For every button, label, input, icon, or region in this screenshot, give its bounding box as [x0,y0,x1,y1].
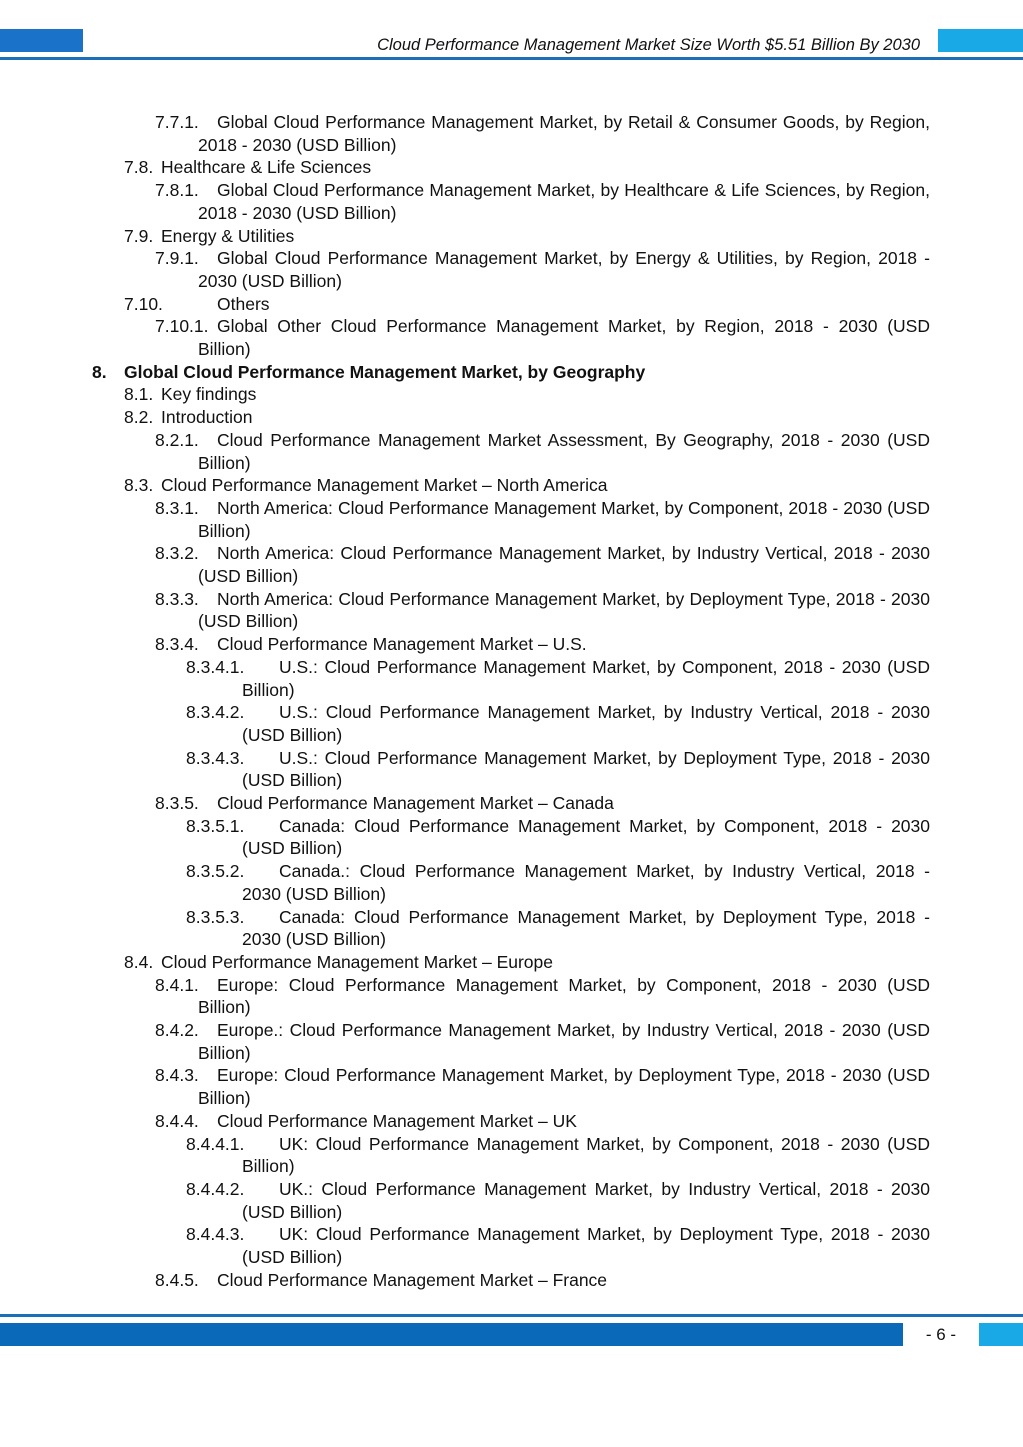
toc-entry-number: 8.3.4.2. [186,702,245,723]
toc-entry-number: 8.2. [124,407,154,428]
toc-entry [155,429,930,474]
toc-entry [155,1064,930,1109]
toc-entry-number: 8.4.4.1. [186,1133,245,1154]
header-accent-block-right [938,29,1023,52]
toc-entry-text: Canada: Cloud Performance Management Market, by Deployment Type, 2018 - 2030 (USD Billion) [242,906,930,950]
toc-entry-text: North America: Cloud Performance Management Market, by Deployment Type, 2018 - 2030 (USD Billion) [198,588,930,632]
toc-entry-number: 7.7.1. [155,112,199,132]
toc-entry-text: Introduction [161,407,253,428]
toc-entry-number: 7.10.1. [155,316,209,337]
toc-entry [155,497,930,542]
toc-entry-number: 8.3.1. [155,497,199,518]
toc-entry-text: Global Cloud Performance Management Market, by Retail & Consumer Goods, by Region, 2018 - 2030 (USD Billion) [198,112,930,155]
toc-entry-text: U.S.: Cloud Performance Management Market, by Component, 2018 - 2030 (USD Billion) [242,656,930,700]
toc-entry-text: Europe: Cloud Performance Management Market, by Component, 2018 - 2030 (USD Billion) [198,974,930,1018]
toc-entry [92,361,930,384]
toc-entry [155,1019,930,1064]
toc-entry-text: Cloud Performance Management Market – North America [161,475,608,496]
toc-entry-text: Key findings [161,384,257,405]
toc-entry [186,1223,930,1268]
footer-rule [0,1314,1023,1317]
toc-entry-text: Europe: Cloud Performance Management Market, by Deployment Type, 2018 - 2030 (USD Billion) [198,1065,930,1109]
toc-entry-text: Cloud Performance Management Market – UK [217,1110,577,1131]
toc-entry-text: Europe.: Cloud Performance Management Market, by Industry Vertical, 2018 - 2030 (USD Billion) [198,1020,930,1063]
toc-entry-number: 8.3.4.3. [186,747,245,768]
toc-entry [155,247,930,292]
toc-entry-number: 8.4.4. [155,1110,199,1131]
toc-entry [155,1269,930,1292]
toc-entry [186,906,930,951]
toc-entry-text: Energy & Utilities [161,225,295,246]
toc-entry [186,815,930,860]
toc-entry-text: Others [217,293,270,314]
toc-entry-text: UK: Cloud Performance Management Market, by Component, 2018 - 2030 (USD Billion) [242,1133,930,1177]
toc-entry-number: 8.3.5.1. [186,815,245,836]
toc-entry-text: UK: Cloud Performance Management Market, by Deployment Type, 2018 - 2030 (USD Billion) [242,1224,930,1267]
toc-entry-number: 8.4. [124,951,154,972]
toc-entry-number: 8. [92,361,107,382]
toc-entry-text: Cloud Performance Management Market Assessment, By Geography, 2018 - 2030 (USD Billion) [198,429,930,473]
toc-entry-text: Global Cloud Performance Management Market, by Energy & Utilities, by Region, 2018 - 2030 (USD Billion) [198,248,930,291]
header-rule [0,57,1023,60]
toc-entry-number: 8.2.1. [155,429,199,450]
toc-entry-number: 8.4.1. [155,974,199,995]
header-accent-block-left [0,29,83,52]
toc-entry [186,1178,930,1223]
toc-entry [186,1133,930,1178]
toc-entry [124,951,930,974]
toc-entry-text: Cloud Performance Management Market – France [217,1269,608,1290]
toc-entry-number: 7.8.1. [155,180,199,201]
toc-entry [124,474,930,497]
toc-entry [155,974,930,1019]
toc-entry [155,111,930,156]
toc-entry-text: Cloud Performance Management Market – U.S. [217,634,587,655]
toc-entry-number: 8.1. [124,384,154,405]
toc-entry-text: North America: Cloud Performance Management Market, by Industry Vertical, 2018 - 2030 (USD Billion) [198,543,930,586]
toc-entry-text: UK.: Cloud Performance Management Market, by Industry Vertical, 2018 - 2030 (USD Billion) [242,1178,930,1222]
toc-entry-number: 8.4.5. [155,1269,199,1290]
toc-entry-number: 7.9. [124,225,154,246]
toc-entry [124,383,930,406]
toc-entry [124,293,930,316]
toc-entry-text: North America: Cloud Performance Management Market, by Component, 2018 - 2030 (USD Billion) [198,497,930,541]
footer-accent-bar [0,1323,903,1346]
footer-accent-block-right [979,1323,1023,1346]
toc-entry-number: 8.3.5.3. [186,906,245,927]
toc-entry-number: 7.8. [124,157,154,178]
toc-entry-text: Cloud Performance Management Market – Canada [217,793,614,813]
toc-entry-number: 8.3.5. [155,793,199,813]
toc-entry [155,315,930,360]
toc-entry [124,225,930,248]
running-header-title: Cloud Performance Management Market Size Worth $5.51 Billion By 2030 [377,36,920,54]
toc-entry [186,656,930,701]
toc-entry-text: Global Cloud Performance Management Market, by Geography [124,361,646,382]
toc-entry [155,179,930,224]
toc-entry-number: 8.3.3. [155,588,199,609]
toc-entry [155,792,930,815]
toc-entry-number: 8.3. [124,475,154,496]
toc-entry-text: Global Other Cloud Performance Management Market, by Region, 2018 - 2030 (USD Billion) [198,316,930,359]
page-number: - 6 - [925,1325,957,1344]
toc-entry [124,406,930,429]
toc-entry-number: 8.4.2. [155,1020,199,1040]
toc-entry [155,588,930,633]
toc-entry [155,1110,930,1133]
toc-entry-number: 8.3.2. [155,543,199,564]
toc-entry-number: 8.3.4. [155,634,199,655]
toc-entry-number: 8.3.4.1. [186,656,245,677]
toc-entry-text: Healthcare & Life Sciences [161,157,372,178]
toc-entry [186,860,930,905]
toc-entry [124,156,930,179]
toc-entry-number: 8.4.3. [155,1065,199,1086]
toc-entry-number: 7.9.1. [155,248,199,269]
toc-entry-number: 8.4.4.3. [186,1224,245,1245]
toc-entry-number: 8.4.4.2. [186,1178,245,1199]
toc-entry-text: Global Cloud Performance Management Market, by Healthcare & Life Sciences, by Region, 2018 - 2030 (USD Billion) [198,180,930,223]
toc-entry-text: U.S.: Cloud Performance Management Market, by Industry Vertical, 2018 - 2030 (USD Billion) [242,702,930,745]
toc-entry [155,633,930,656]
toc-entry [155,542,930,587]
toc-entry [186,701,930,746]
toc-entry-text: Canada.: Cloud Performance Management Market, by Industry Vertical, 2018 - 2030 (USD Billion) [242,861,930,904]
toc-entry-text: Cloud Performance Management Market – Europe [161,951,554,972]
toc-entry-number: 7.10. [124,293,163,314]
toc-entry [186,747,930,792]
toc-entry-text: Canada: Cloud Performance Management Market, by Component, 2018 - 2030 (USD Billion) [242,815,930,859]
toc-entry-text: U.S.: Cloud Performance Management Market, by Deployment Type, 2018 - 2030 (USD Billion) [242,747,930,791]
toc-entry-number: 8.3.5.2. [186,861,245,882]
